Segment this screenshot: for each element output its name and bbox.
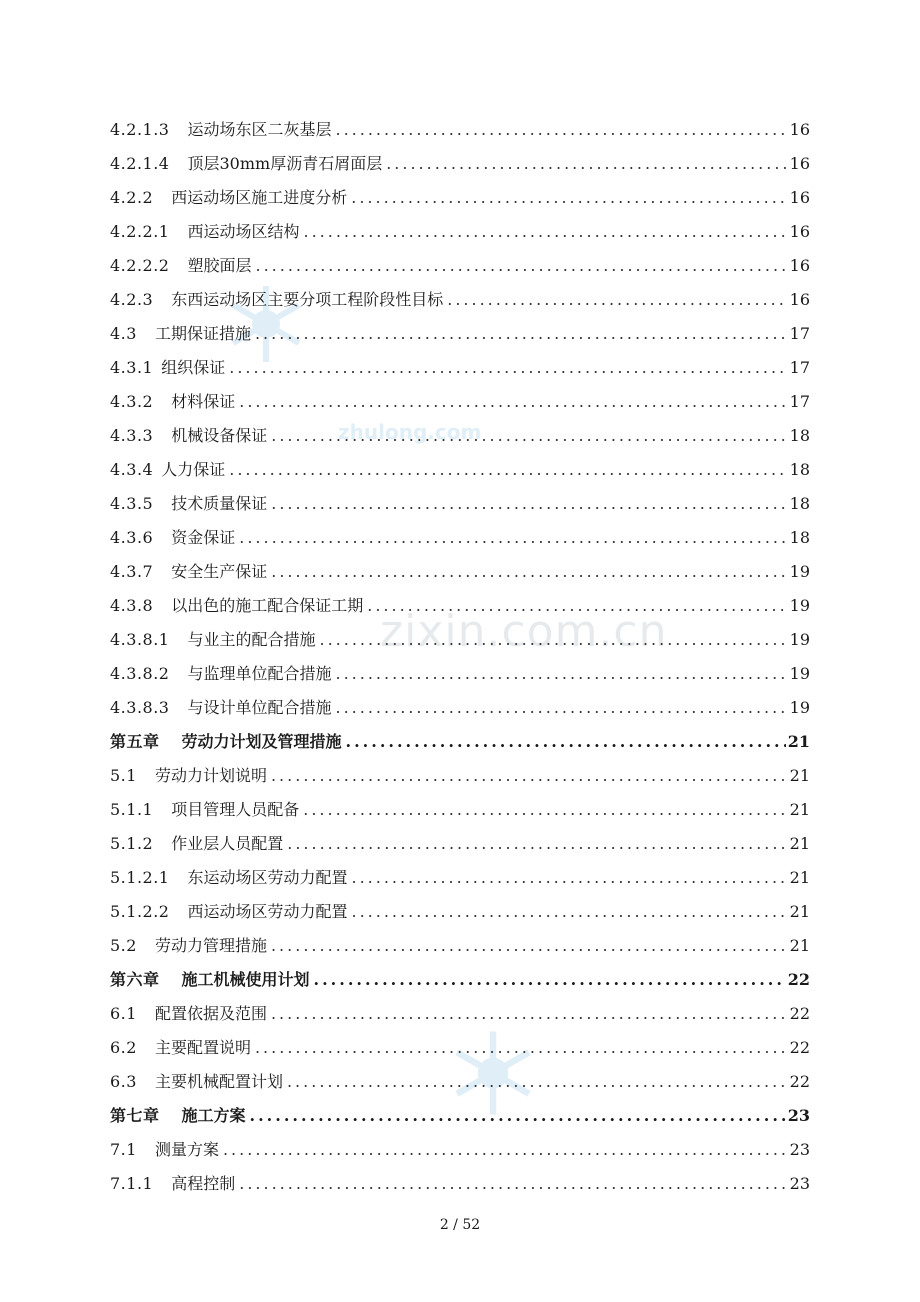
toc-leader-dots — [271, 487, 787, 521]
toc-leader-dots — [351, 181, 787, 215]
toc-entry-label — [110, 623, 316, 657]
toc-entry[interactable] — [110, 1065, 810, 1099]
toc-entry-title: 东西运动场区主要分项工程阶段性目标 — [171, 290, 444, 309]
toc-entry-title: 西运动场区结构 — [187, 222, 300, 241]
toc-entry-page: 18 — [789, 460, 810, 479]
toc-entry-page: 21 — [789, 902, 810, 921]
toc-leader-dots — [352, 861, 788, 895]
toc-entry[interactable] — [110, 283, 810, 317]
toc-entry-label — [110, 929, 267, 963]
toc-entry-number: 5.1.2.1 — [110, 868, 170, 887]
toc-entry-page: 22 — [789, 1038, 810, 1057]
toc-entry-label — [110, 589, 363, 623]
toc-entry-label — [110, 1167, 235, 1201]
toc-entry-title: 运动场东区二灰基层 — [187, 120, 332, 139]
toc-entry-label — [110, 351, 225, 385]
toc-entry-label — [110, 691, 332, 725]
toc-entry-number: 5.1 — [110, 766, 137, 785]
toc-leader-dots — [271, 419, 787, 453]
toc-entry-number: 4.3.3 — [110, 426, 154, 445]
toc-entry-title: 安全生产保证 — [171, 562, 268, 581]
toc-entry-label — [110, 521, 235, 555]
toc-entry-title: 劳动力管理措施 — [154, 936, 267, 955]
toc-leader-dots — [336, 113, 788, 147]
toc-entry-page: 21 — [789, 868, 810, 887]
toc-entry-label — [110, 657, 332, 691]
toc-leader-dots — [386, 147, 787, 181]
toc-entry-page: 18 — [789, 426, 810, 445]
toc-entry-page: 23 — [789, 1174, 810, 1193]
toc-entry-label — [110, 759, 267, 793]
toc-entry-title: 塑胶面层 — [187, 256, 252, 275]
toc-entry-number: 第七章 — [110, 1106, 160, 1125]
toc-entry[interactable] — [110, 589, 810, 623]
toc-entry-label — [110, 147, 382, 181]
toc-entry[interactable] — [110, 861, 810, 895]
toc-leader-dots — [223, 1133, 788, 1167]
toc-leader-dots — [271, 759, 788, 793]
toc-entry-label — [110, 827, 283, 861]
toc-entry-number: 4.2.1.3 — [110, 120, 170, 139]
toc-chapter-entry[interactable] — [110, 1099, 810, 1133]
toc-entry-title: 顶层30mm厚沥青石屑面层 — [187, 154, 383, 173]
toc-entry-number: 4.3.6 — [110, 528, 154, 547]
toc-entry-page: 16 — [789, 222, 810, 241]
toc-entry[interactable] — [110, 113, 810, 147]
toc-entry-label — [110, 113, 332, 147]
toc-entry-title: 工期保证措施 — [154, 324, 251, 343]
toc-entry[interactable] — [110, 453, 810, 487]
toc-entry-label — [110, 181, 347, 215]
toc-entry-page: 22 — [787, 970, 810, 989]
toc-entry-label — [110, 861, 348, 895]
toc-chapter-entry[interactable] — [110, 963, 810, 997]
toc-entry-page: 16 — [789, 256, 810, 275]
toc-entry-label — [110, 725, 342, 759]
toc-entry-number: 4.2.2.2 — [110, 256, 170, 275]
toc-entry-page: 23 — [789, 1140, 810, 1159]
toc-entry[interactable] — [110, 827, 810, 861]
toc-entry[interactable] — [110, 181, 810, 215]
toc-entry-page: 23 — [787, 1106, 810, 1125]
toc-entry-number: 6.1 — [110, 1004, 137, 1023]
toc-entry-number: 4.3.7 — [110, 562, 154, 581]
toc-entry[interactable] — [110, 657, 810, 691]
toc-leader-dots — [271, 997, 788, 1031]
toc-entry-label — [110, 1031, 251, 1065]
toc-entry-number: 4.2.2 — [110, 188, 154, 207]
toc-leader-dots — [314, 963, 786, 997]
toc-entry-title: 机械设备保证 — [171, 426, 268, 445]
toc-entry-page: 17 — [789, 392, 810, 411]
toc-entry-title: 施工机械使用计划 — [181, 970, 310, 989]
toc-entry-label — [110, 487, 267, 521]
toc-entry-number: 第六章 — [110, 970, 160, 989]
toc-entry-number: 5.1.2.2 — [110, 902, 170, 921]
toc-leader-dots — [320, 623, 788, 657]
toc-entry[interactable] — [110, 793, 810, 827]
toc-leader-dots — [367, 589, 787, 623]
toc-entry-page: 19 — [789, 630, 810, 649]
toc-entry-page: 17 — [789, 324, 810, 343]
toc-entry-page: 22 — [789, 1004, 810, 1023]
toc-leader-dots — [239, 385, 787, 419]
toc-entry-number: 4.3.5 — [110, 494, 154, 513]
toc-entry[interactable] — [110, 487, 810, 521]
toc-entry[interactable] — [110, 351, 810, 385]
toc-entry[interactable] — [110, 555, 810, 589]
toc-entry-page: 21 — [789, 800, 810, 819]
toc-entry[interactable] — [110, 691, 810, 725]
toc-entry-title: 材料保证 — [171, 392, 236, 411]
toc-entry-title: 与业主的配合措施 — [187, 630, 316, 649]
toc-entry[interactable] — [110, 997, 810, 1031]
toc-entry-title: 劳动力计划说明 — [154, 766, 267, 785]
toc-entry-number: 4.3.8.1 — [110, 630, 170, 649]
toc-entry-page: 19 — [789, 698, 810, 717]
toc-entry[interactable] — [110, 1167, 810, 1201]
toc-leader-dots — [239, 521, 787, 555]
toc-entry-title: 劳动力计划及管理措施 — [181, 732, 342, 751]
toc-entry-page: 21 — [787, 732, 810, 751]
toc-entry-number: 4.3.1 — [110, 358, 154, 377]
toc-entry-title: 东运动场区劳动力配置 — [187, 868, 348, 887]
toc-entry[interactable] — [110, 1133, 810, 1167]
toc-entry[interactable] — [110, 419, 810, 453]
toc-entry-number: 4.3 — [110, 324, 137, 343]
toc-entry-title: 配置依据及范围 — [154, 1004, 267, 1023]
toc-leader-dots — [352, 895, 788, 929]
toc-entry-title: 资金保证 — [171, 528, 236, 547]
toc-entry-label — [110, 895, 348, 929]
toc-entry[interactable] — [110, 317, 810, 351]
toc-entry-number: 5.2 — [110, 936, 137, 955]
toc-entry-title: 测量方案 — [154, 1140, 219, 1159]
toc-entry[interactable] — [110, 215, 810, 249]
toc-entry-label — [110, 249, 252, 283]
toc-entry-number: 4.3.8 — [110, 596, 154, 615]
toc-entry-page: 21 — [789, 936, 810, 955]
toc-entry-label — [110, 453, 225, 487]
toc-entry-page: 21 — [789, 766, 810, 785]
toc-entry-title: 西运动场区施工进度分析 — [171, 188, 348, 207]
toc-entry-label — [110, 385, 235, 419]
toc-entry-label — [110, 1065, 283, 1099]
toc-entry[interactable] — [110, 759, 810, 793]
toc-leader-dots — [250, 1099, 786, 1133]
toc-entry-label — [110, 283, 443, 317]
toc-entry-page: 16 — [789, 188, 810, 207]
toc-leader-dots — [336, 691, 788, 725]
toc-entry-title: 高程控制 — [171, 1174, 236, 1193]
toc-leader-dots — [336, 657, 788, 691]
toc-entry-title: 施工方案 — [181, 1106, 246, 1125]
toc-entry-page: 18 — [789, 494, 810, 513]
toc-entry[interactable] — [110, 929, 810, 963]
toc-entry-title: 与监理单位配合措施 — [187, 664, 332, 683]
table-of-contents — [110, 113, 810, 1201]
toc-entry-number: 5.1.2 — [110, 834, 154, 853]
toc-entry-title: 主要机械配置计划 — [154, 1072, 283, 1091]
toc-entry[interactable] — [110, 385, 810, 419]
toc-entry-number: 4.3.8.2 — [110, 664, 170, 683]
toc-entry[interactable] — [110, 895, 810, 929]
toc-leader-dots — [287, 1065, 788, 1099]
toc-entry[interactable] — [110, 1031, 810, 1065]
page-number: 2 / 52 — [439, 1217, 481, 1233]
toc-entry-number: 4.2.2.1 — [110, 222, 170, 241]
toc-leader-dots — [255, 317, 788, 351]
toc-leader-dots — [256, 249, 788, 283]
toc-entry-page: 22 — [789, 1072, 810, 1091]
toc-entry-page: 21 — [789, 834, 810, 853]
toc-entry-number: 7.1.1 — [110, 1174, 154, 1193]
toc-entry-number: 4.2.3 — [110, 290, 154, 309]
toc-entry-number: 7.1 — [110, 1140, 137, 1159]
toc-leader-dots — [271, 555, 787, 589]
toc-entry-label — [110, 555, 267, 589]
toc-entry-label — [110, 419, 267, 453]
toc-entry-title: 主要配置说明 — [154, 1038, 251, 1057]
toc-entry-title: 技术质量保证 — [171, 494, 268, 513]
toc-entry-number: 5.1.1 — [110, 800, 154, 819]
toc-entry-page: 16 — [789, 154, 810, 173]
toc-entry-title: 西运动场区劳动力配置 — [187, 902, 348, 921]
watermark-main: zixin.com.cn — [380, 606, 668, 657]
toc-entry-title: 作业层人员配置 — [171, 834, 284, 853]
toc-entry-page: 18 — [789, 528, 810, 547]
toc-entry-page: 19 — [789, 596, 810, 615]
toc-entry-number: 4.3.2 — [110, 392, 154, 411]
toc-entry-label — [110, 1099, 246, 1133]
toc-leader-dots — [229, 351, 787, 385]
toc-entry-title: 组织保证 — [161, 358, 226, 377]
toc-entry-number: 4.3.4 — [110, 460, 154, 479]
toc-entry-page: 16 — [789, 290, 810, 309]
toc-leader-dots — [271, 929, 788, 963]
toc-entry-page: 16 — [789, 120, 810, 139]
toc-entry-page: 19 — [789, 664, 810, 683]
toc-entry-number: 6.2 — [110, 1038, 137, 1057]
toc-entry[interactable] — [110, 521, 810, 555]
toc-entry-label — [110, 317, 251, 351]
toc-leader-dots — [287, 827, 787, 861]
toc-entry-title: 与设计单位配合措施 — [187, 698, 332, 717]
toc-leader-dots — [304, 215, 788, 249]
toc-entry[interactable] — [110, 623, 810, 657]
watermark-secondary: zhulong.com — [338, 420, 482, 444]
toc-entry-page: 19 — [789, 562, 810, 581]
toc-entry-title: 以出色的施工配合保证工期 — [171, 596, 364, 615]
toc-entry-page: 17 — [789, 358, 810, 377]
toc-leader-dots — [255, 1031, 788, 1065]
toc-entry-label — [110, 215, 300, 249]
toc-leader-dots — [303, 793, 787, 827]
toc-entry-title: 人力保证 — [161, 460, 226, 479]
toc-chapter-entry[interactable] — [110, 725, 810, 759]
toc-entry[interactable] — [110, 249, 810, 283]
toc-entry-number: 4.2.1.4 — [110, 154, 170, 173]
toc-entry-number: 4.3.8.3 — [110, 698, 170, 717]
toc-entry-title: 项目管理人员配备 — [171, 800, 300, 819]
toc-entry-label — [110, 1133, 219, 1167]
toc-entry-number: 第五章 — [110, 732, 160, 751]
toc-entry-number: 6.3 — [110, 1072, 137, 1091]
toc-leader-dots — [239, 1167, 787, 1201]
toc-leader-dots — [229, 453, 787, 487]
toc-entry-label — [110, 997, 267, 1031]
toc-entry[interactable] — [110, 147, 810, 181]
toc-leader-dots — [346, 725, 786, 759]
toc-entry-label — [110, 793, 299, 827]
toc-leader-dots — [447, 283, 787, 317]
toc-entry-label — [110, 963, 310, 997]
